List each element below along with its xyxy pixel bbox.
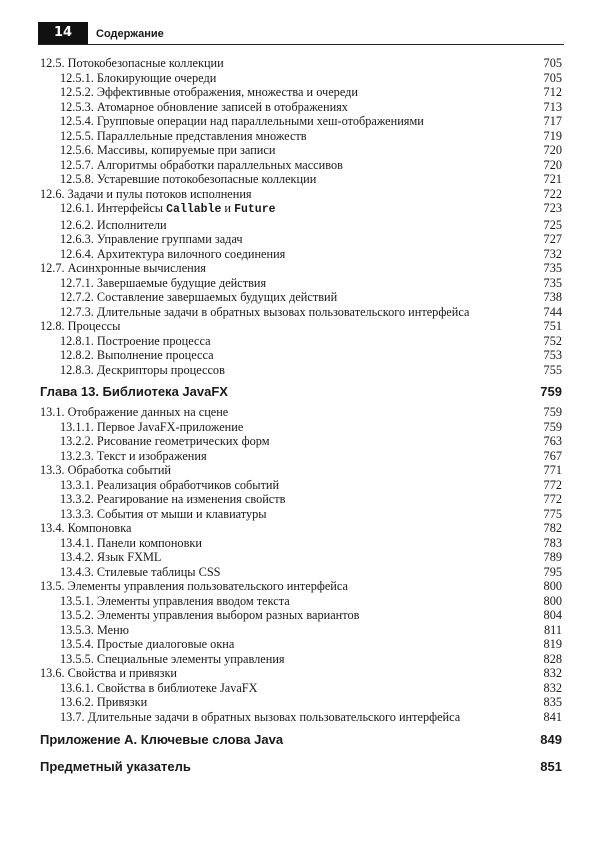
toc-subsection (40, 695, 562, 710)
toc-subsection (40, 276, 562, 291)
toc-index (40, 758, 562, 776)
title-text: 12.6.1. Интерфейсы (60, 201, 167, 215)
toc-entry-page: 755 (543, 362, 562, 377)
toc-entry-title: 13.5.3. Меню (60, 622, 129, 637)
toc-entry-title: 12.6.2. Исполнители (60, 217, 167, 232)
toc-subsection (40, 623, 562, 638)
toc-subsection (40, 492, 562, 507)
code-identifier: Future (234, 203, 276, 216)
toc-entry-page: 819 (543, 637, 562, 651)
toc-entry-page: 705 (543, 56, 562, 70)
chapter-page: 759 (540, 384, 562, 399)
toc-entry-title: 13.3.1. Реализация обработчиков событий (60, 477, 280, 492)
toc-subsection (40, 420, 562, 435)
toc-entry-title: 12.5.1. Блокирующие очереди (60, 70, 217, 85)
toc-entry-page: 775 (543, 506, 562, 521)
toc-subsection (40, 143, 562, 158)
toc-subsection (40, 608, 562, 623)
toc-entry-title: 12.6. Задачи и пулы потоков исполнения (40, 186, 252, 201)
toc-entry-page: 719 (543, 128, 562, 143)
toc-subsection (40, 565, 562, 580)
toc-entry-page: 783 (543, 535, 562, 550)
toc-subsection (40, 247, 562, 262)
chapter-title: Глава 13. Библиотека JavaFX (40, 384, 228, 399)
toc-entry-title: 12.6.3. Управление группами задач (60, 232, 243, 246)
toc-subsection (40, 348, 562, 363)
toc-entry-page: 795 (543, 564, 562, 579)
toc-entry-title: 12.5.6. Массивы, копируемые при записи (60, 143, 276, 157)
toc-subsection (40, 449, 562, 464)
toc-entry-page: 722 (543, 186, 562, 201)
page-number: 14 (38, 22, 88, 44)
toc-entry-page: 751 (543, 319, 562, 333)
running-header-title: Содержание (96, 28, 164, 40)
toc-entry-page: 811 (544, 622, 562, 637)
toc-section (40, 579, 562, 594)
toc-subsection (40, 536, 562, 551)
toc-entry-title: 13.3.3. События от мыши и клавиатуры (60, 506, 267, 521)
toc-subsection (40, 637, 562, 652)
header-rule (38, 44, 564, 45)
toc-entry-page: 738 (543, 290, 562, 304)
toc-entry-page: 800 (543, 593, 562, 608)
toc-entry-title: 13.5.2. Элементы управления выбором разных вариантов (60, 608, 360, 622)
appendix-title: Приложение А. Ключевые слова Java (40, 732, 284, 747)
toc-entry-page: 713 (543, 99, 562, 114)
toc-entry-title: 13.3.2. Реагирование на изменения свойств (60, 492, 286, 506)
toc-subsection (40, 681, 562, 696)
toc-section (40, 521, 562, 536)
toc-entry-page: 782 (543, 521, 562, 535)
toc-subsection (40, 594, 562, 609)
toc-entry-title: 13.6. Свойства и привязки (40, 666, 178, 680)
toc-entry-title: 13.5. Элементы управления пользовательского интерфейса (40, 579, 348, 593)
toc-entry-title: 12.5.5. Параллельные представления множеств (60, 128, 307, 143)
toc-entry-page: 753 (543, 348, 562, 362)
toc-entry-title: 13.4.2. Язык FXML (60, 550, 162, 564)
toc-entry-page: 832 (543, 680, 562, 695)
toc-entry-title: 12.7.1. Завершаемые будущие действия (60, 275, 267, 290)
toc-entry-title: 13.6.2. Привязки (60, 695, 148, 709)
toc-entry-title: 13.1.1. Первое JavaFX-приложение (60, 419, 244, 434)
toc-entry-title: 12.5. Потокобезопасные коллекции (40, 56, 224, 70)
toc-entry-title: 12.8.2. Выполнение процесса (60, 348, 214, 362)
toc-block-chapter-13 (40, 405, 562, 724)
toc-section (40, 666, 562, 681)
toc-entry-page: 841 (543, 709, 562, 724)
title-text: и (221, 201, 235, 215)
toc-entry-page: 835 (543, 695, 562, 709)
toc-entry-title: 13.1. Отображение данных на сцене (40, 405, 229, 419)
toc-subsection (40, 129, 562, 144)
toc-entry-page: 804 (543, 608, 562, 622)
toc-entry-title: 13.7. Длительные задачи в обратных вызовах пользовательского интерфейса (60, 709, 461, 724)
toc-section (40, 261, 562, 276)
toc-subsection (40, 172, 562, 187)
toc-entry-title: 12.5.7. Алгоритмы обработки параллельных массивов (60, 157, 343, 172)
toc-subsection (40, 363, 562, 378)
toc-entry-title: 13.4.3. Стилевые таблицы CSS (60, 564, 221, 579)
toc-section (40, 463, 562, 478)
toc-appendix-a (40, 731, 562, 749)
toc-entry-page: 721 (543, 172, 562, 186)
toc-subsection (40, 507, 562, 522)
toc-subsection (40, 158, 562, 173)
toc-block-chapter-12 (40, 56, 562, 377)
toc-entry-title: 13.4. Компоновка (40, 521, 132, 535)
toc-entry-page: 832 (543, 666, 562, 680)
toc-subsection (40, 652, 562, 667)
toc-entry-page: 735 (543, 275, 562, 290)
toc-subsection (40, 305, 562, 320)
toc-entry-title: 12.8.3. Дескрипторы процессов (60, 362, 225, 377)
toc-entry-page: 723 (543, 201, 562, 215)
appendix-page: 849 (540, 732, 562, 747)
toc-entry-title: 13.2.3. Текст и изображения (60, 448, 207, 463)
toc-entry-title: 13.5.5. Специальные элементы управления (60, 651, 285, 666)
toc-section (40, 56, 562, 71)
toc-entry-page: 759 (543, 419, 562, 434)
toc-subsection (40, 114, 562, 129)
toc-entry-page: 800 (543, 579, 562, 593)
toc-entry-page: 735 (543, 261, 562, 275)
toc-subsection (40, 550, 562, 565)
toc-entry-title: 12.8. Процессы (40, 319, 121, 333)
toc-entry-title: 13.5.1. Элементы управления вводом текста (60, 593, 290, 608)
toc-entry-title: 12.5.4. Групповые операции над параллельными хеш-отображениями (60, 114, 424, 128)
toc-entry-page: 725 (543, 217, 562, 232)
toc-subsection (40, 85, 562, 100)
toc-entry-page: 767 (543, 448, 562, 463)
toc-entry-page: 732 (543, 246, 562, 261)
toc-subsection (40, 478, 562, 493)
toc-subsection (40, 201, 562, 218)
toc-subsection (40, 100, 562, 115)
toc-entry-page: 752 (543, 333, 562, 348)
toc-entry-page: 828 (543, 651, 562, 666)
toc-subsection (40, 434, 562, 449)
toc-entry-title: 12.5.8. Устаревшие потокобезопасные коллекции (60, 172, 317, 186)
toc-entry-page: 720 (543, 143, 562, 157)
code-identifier: Callable (166, 203, 222, 216)
index-title: Предметный указатель (40, 759, 191, 774)
toc-subsection (40, 232, 562, 247)
toc-section (40, 187, 562, 202)
toc-entry-title: 12.7.2. Составление завершаемых будущих действий (60, 290, 338, 304)
toc-entry-page: 759 (543, 405, 562, 419)
toc-entry-page: 712 (543, 85, 562, 99)
toc-entry-page: 705 (543, 70, 562, 85)
toc-entry-page: 771 (543, 463, 562, 477)
toc-entry-page: 772 (543, 477, 562, 492)
toc-entry-page: 744 (543, 304, 562, 319)
toc-section (40, 319, 562, 334)
toc-entry-title: 12.5.3. Атомарное обновление записей в отображениях (60, 99, 348, 114)
toc-entry-title: 13.4.1. Панели компоновки (60, 535, 202, 550)
toc-entry-page: 727 (543, 232, 562, 246)
index-page: 851 (540, 759, 562, 774)
toc-entry-title: 12.8.1. Построение процесса (60, 333, 211, 348)
toc-entry-page: 763 (543, 434, 562, 448)
toc-entry-page: 772 (543, 492, 562, 506)
toc-entry-title: 13.2.2. Рисование геометрических форм (60, 434, 270, 448)
toc-entry-title: 12.5.2. Эффективные отображения, множества и очереди (60, 85, 358, 99)
toc-subsection (40, 334, 562, 349)
toc-entry-page: 789 (543, 550, 562, 564)
toc-entry-title: 12.6.4. Архитектура вилочного соединения (60, 246, 286, 261)
toc-subsection (40, 710, 562, 725)
toc-entry-title (40, 201, 544, 218)
toc-subsection (40, 218, 562, 233)
toc-subsection (40, 71, 562, 86)
toc-entry-title: 13.5.4. Простые диалоговые окна (60, 637, 235, 651)
toc-chapter-13 (40, 383, 562, 401)
toc-entry-title: 12.7.3. Длительные задачи в обратных вызовах пользовательского интерфейса (60, 304, 470, 319)
toc-entry-page: 717 (543, 114, 562, 128)
toc-entry-title: 13.3. Обработка событий (40, 463, 172, 477)
toc-section (40, 405, 562, 420)
toc-subsection (40, 290, 562, 305)
toc-entry-title: 12.7. Асинхронные вычисления (40, 261, 206, 275)
toc-entry-page: 720 (543, 157, 562, 172)
toc-entry-title: 13.6.1. Свойства в библиотеке JavaFX (60, 680, 258, 695)
